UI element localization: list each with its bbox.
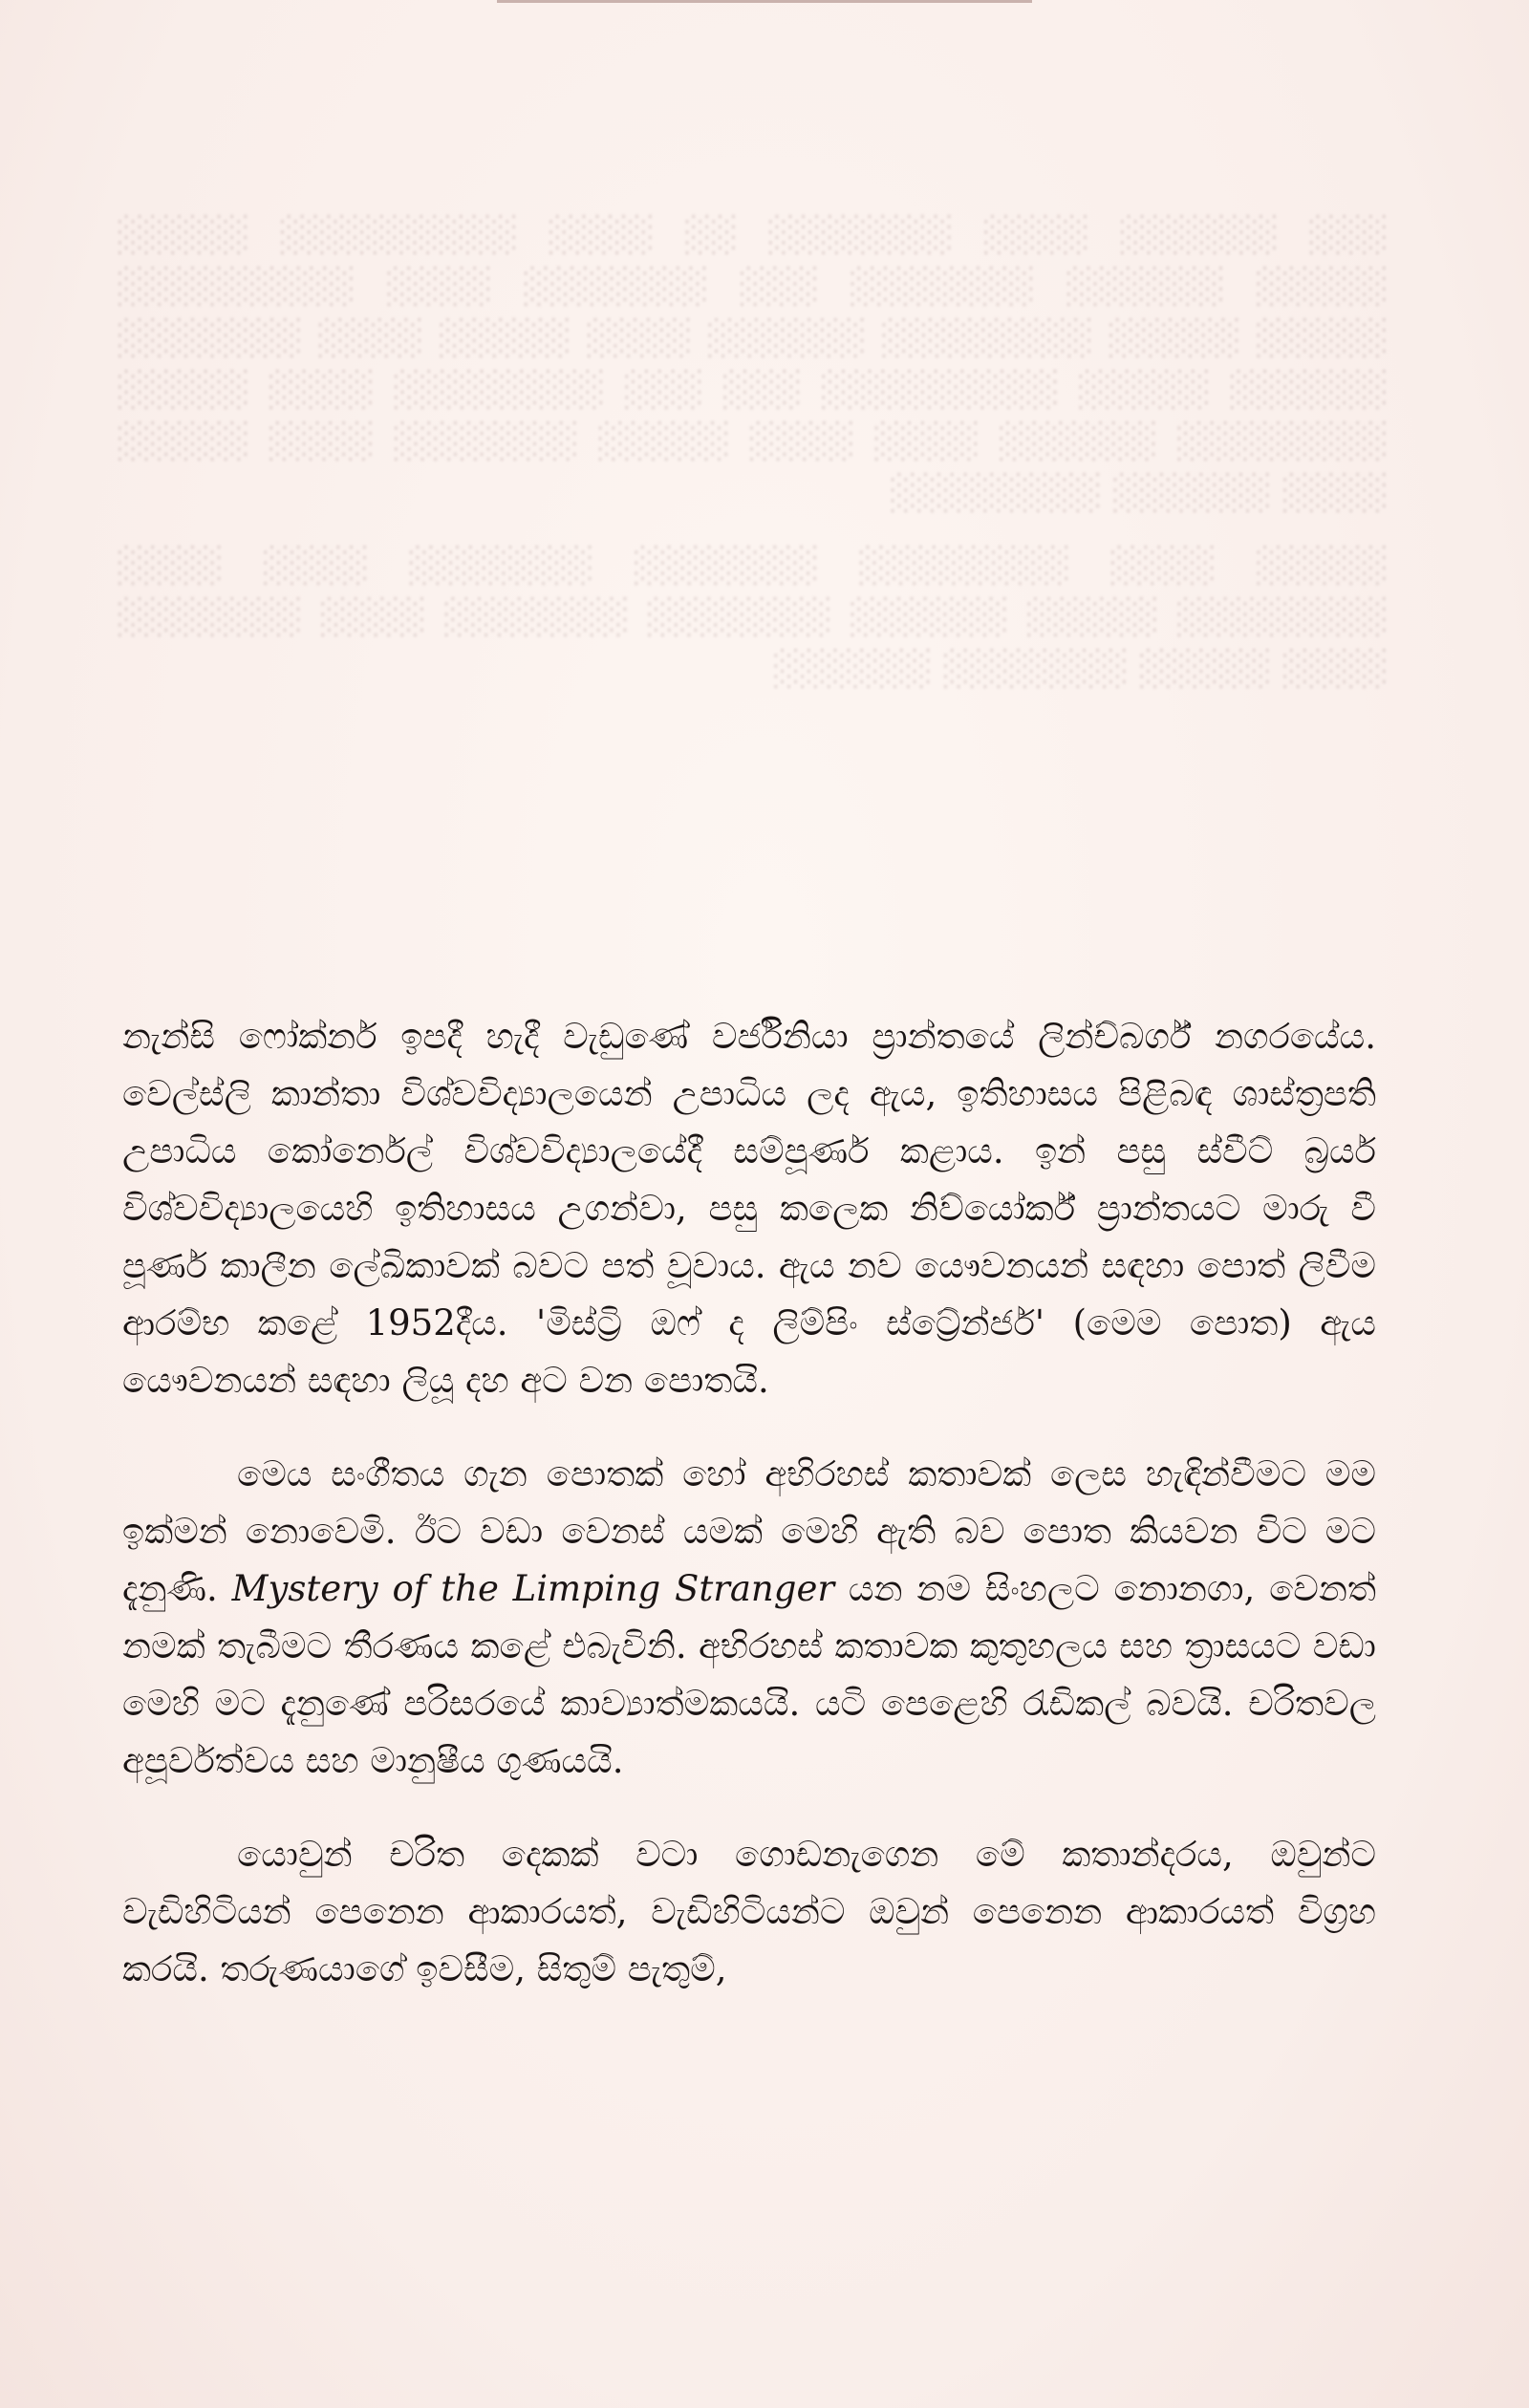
paragraph-text-before-title: මෙය සංගීතය ගැන පොතක් හෝ අභිරහස් කතාවක් ලෙස හැඳින්වීමට මම ඉක්මන් නොවෙමි. ඊට වඩා වෙනස් යමක් මෙහි ඇති බව පොත කියවන විට මට දැනුණි. <box>122 1453 1376 1609</box>
page-edge-rule <box>497 0 1032 3</box>
page-body <box>122 1008 1376 2034</box>
bleed-through-text: ░░░ ░░░░░░ ░░░░ ░░░░░░░ ░░ ░░░░ ░░░░░░░░░ ░░░░░ ░░░░░ ░░░░░░ ░░░░░░░ ░░░ ░░░░░░░ ░░░░ ░░░░░░░░░ ░░░░░ ░░░░░ ░░░░░░░░ ░░░░░░ ░░░░ ░░░░░ ░░░░ ░░░░░░░ ░░░░░░ ░░░░░ ░░░░░░░░░ ░░░ ░░░ ░░░░░░░░ ░░░░ ░░░░░ ░░░░░░░░ ░░░░░░ ░░░░ ░░░░ ░░░░░ ░░░░░░░ ░░░░ ░░░░░ ░░░░ ░░░░░░ ░░░░░░░░ ░░░░░ ░░░░ ░░░░░░░░ ░░░░░░░ ░░░░░░░ ░░░░ ░░░░ ░░░░░░░░ ░░░░░ ░░░░░░ ░░░░░░░ ░░░░░░░ ░░░░ ░░░░░░░ ░░░░ ░░░░░ ░░░░░░░ ░░░░░░ <box>115 216 1386 689</box>
original-book-title: Mystery of the Limping Stranger <box>231 1568 835 1609</box>
paragraph-text-after-title: යන නම සිංහලට නොනගා, වෙනත් නමක් තැබීමට තීරණය කළේ එබැවිනි. අභිරහස් කතාවක කුතුහලය සහ ත්‍රාසයට වඩා මෙහි මට දැනුණේ පරිසරයේ කාව්‍යාත්මකයයි. යටි පෙළෙහි රැඩිකල් බවයි. චරිතවල අපූර්වත්වය සහ මානුෂීය ගුණයයි. <box>122 1568 1376 1781</box>
paragraph-story-intro: යොවුන් චරිත දෙකක් වටා ගොඩනැගෙන මේ කතාන්දරය, ඔවුන්ට වැඩිහිටියන් පෙනෙන ආකාරයත්, වැඩිහිටියන්ට ඔවුන් පෙනෙන ආකාරයත් විග්‍රහ කරයි. තරුණයාගේ ඉවසීම, සිතුම් පැතුම්, <box>122 1834 1376 1989</box>
paragraph-author-bio: නැන්සි ෆෝක්නර් ඉපදී හැදී වැඩුණේ වර්ජිනියා ප්‍රාන්තයේ ලින්ච්බර්ග් නගරයේය. වෙල්ස්ලි කාන්තා විශ්වවිද්‍යාලයෙන් උපාධිය ලද ඇය, ඉතිහාසය පිළිබඳ ශාස්ත්‍රපති උපාධිය කෝර්නෙල් විශ්වවිද්‍යාලයේදී සම්පූර්ණ කළාය. ඉන් පසු ස්වීට් බ්‍රයර් විශ්වවිද්‍යාලයෙහි ඉතිහාසය උගන්වා, පසු කලෙක නිව්යෝර්ක් ප්‍රාන්තයට මාරු වී පූර්ණ කාලීන ලේඛිකාවක් බවට පත් වූවාය. ඇය නව යෞවනයන් සඳහා පොත් ලිවීම ආරම්භ කළේ 1952දීය. 'මිස්ට්‍රි ඔෆ් ද ලිම්පිං ස්ට්‍රේන්ජර්' (මෙම පොත) ඇය යෞවනයන් සඳහා ලියූ දහ අට වන පොතයි. <box>122 1016 1376 1401</box>
paragraph-about-book <box>122 1446 1376 1790</box>
